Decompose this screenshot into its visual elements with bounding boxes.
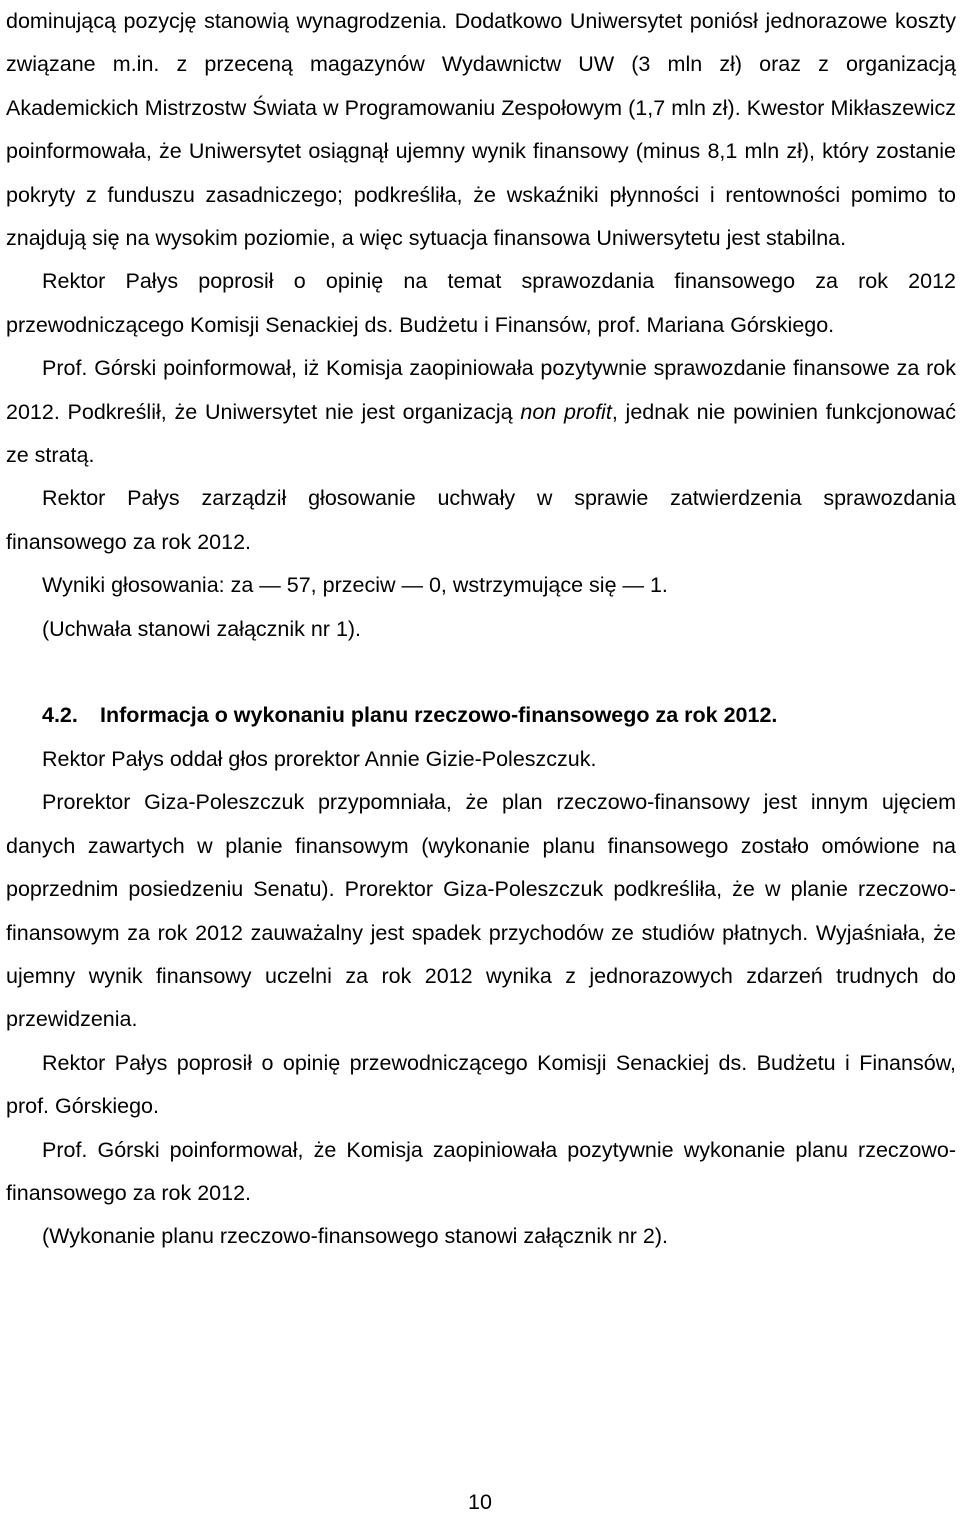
paragraph-rector-request-opinion-2: Rektor Pałys poprosił o opinię przewodniczącego Komisji Senackiej ds. Budżetu i Finansów, prof. Górskiego. bbox=[6, 1050, 956, 1119]
italic-term: non profit bbox=[520, 399, 612, 424]
paragraph-rector-request-opinion: Rektor Pałys poprosił o opinię na temat sprawozdania finansowego za rok 2012 przewodniczącego Komisji Senackiej ds. Budżetu i Finansów, prof. Mariana Górskiego. bbox=[6, 269, 956, 337]
paragraph-floor-given: Rektor Pałys oddał głos prorektor Annie Gizie-Poleszczuk. bbox=[42, 746, 597, 771]
text-run: , jednak nie powinien funkcjonować ze stratą. bbox=[6, 399, 956, 468]
spacer bbox=[6, 651, 956, 694]
paragraph-prorector-report: Prorektor Giza-Poleszczuk przypomniała, że plan rzeczowo-finansowy jest innym ujęciem danych zawartych w planie finansowym (wykonanie planu finansowego zostało omówione na poprzednim posiedzeniu Senatu). Prorektor Giza-Poleszczuk podkreśliła, że w planie rzeczowo-finansowym za rok 2012 zauważalny jest spadek przychodów ze studiów płatnych. Wyjaśniała, że ujemny wynik finansowy uczelni za rok 2012 wynika z jednorazowych zdarzeń trudnych do przewidzenia. bbox=[6, 790, 956, 1032]
paragraph-gorski-opinion bbox=[6, 347, 956, 477]
document-body bbox=[6, 0, 956, 1259]
paragraph-plan-attachment: (Wykonanie planu rzeczowo-finansowego stanowi załącznik nr 2). bbox=[42, 1224, 668, 1249]
paragraph-gorski-opinion-2: Prof. Górski poinformował, że Komisja zaopiniowała pozytywnie wykonanie planu rzeczowo-finansowego za rok 2012. bbox=[6, 1137, 956, 1205]
page-number: 10 bbox=[468, 1490, 492, 1514]
paragraph-resolution-attachment: (Uchwała stanowi załącznik nr 1). bbox=[42, 616, 362, 641]
paragraph-vote-ordered: Rektor Pałys zarządził głosowanie uchwały w sprawie zatwierdzenia sprawozdania finansowego za rok 2012. bbox=[6, 486, 956, 554]
paragraph-vote-results: Wyniki głosowania: za — 57, przeciw — 0, wstrzymujące się — 1. bbox=[42, 573, 668, 598]
text-run: Prof. Górski poinformował, iż Komisja zaopiniowała pozytywnie sprawozdanie finansowe za rok 2012. Podkreślił, że Uniwersytet nie jest organizacją bbox=[6, 356, 956, 424]
section-heading bbox=[6, 694, 956, 737]
section-number: 4.2. bbox=[42, 703, 78, 728]
section-title: Informacja o wykonaniu planu rzeczowo-finansowego za rok 2012. bbox=[100, 703, 778, 728]
paragraph-financial-summary: dominującą pozycję stanowią wynagrodzenia. Dodatkowo Uniwersytet poniósł jednorazowe koszty związane m.in. z przeceną magazynów Wydawnictw UW (3 mln zł) oraz z organizacją Akademickich Mistrzostw Świata w Programowaniu Zespołowym (1,7 mln zł). Kwestor Mikłaszewicz poinformowała, że Uniwersytet osiągnął ujemny wynik finansowy (minus 8,1 mln zł), który zostanie pokryty z funduszu zasadniczego; podkreśliła, że wskaźniki płynności i rentowności pomimo to znajdują się na wysokim poziomie, a więc sytuacja finansowa Uniwersytetu jest stabilna. bbox=[6, 9, 956, 251]
